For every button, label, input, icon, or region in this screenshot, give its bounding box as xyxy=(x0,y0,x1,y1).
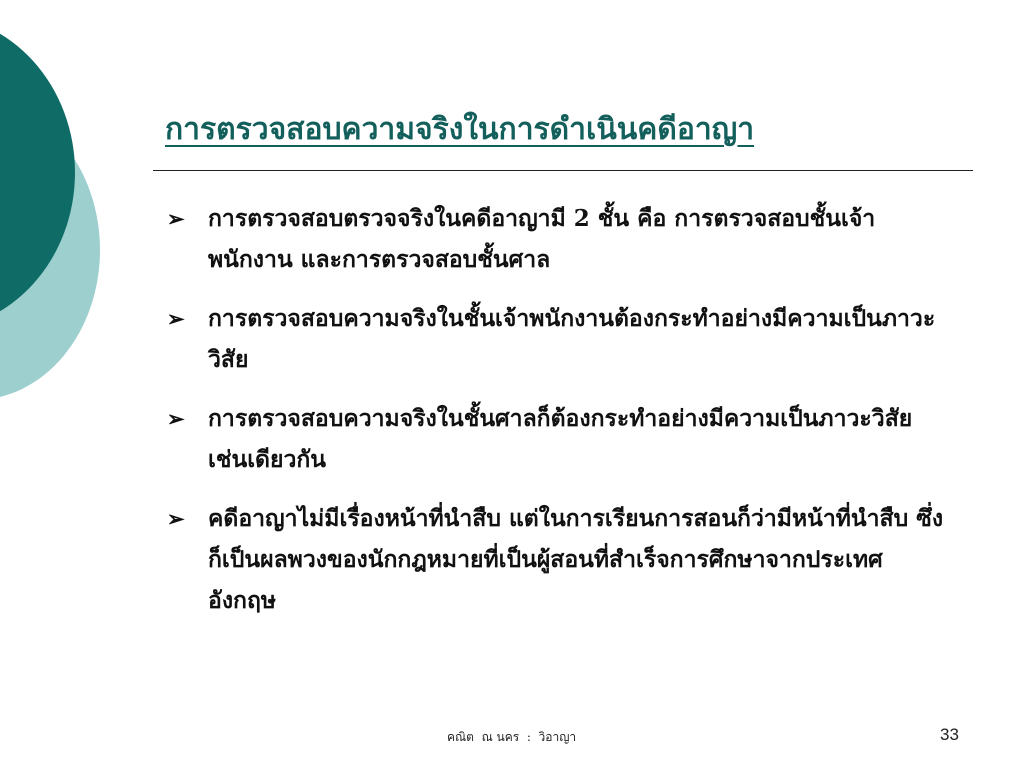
bullet-item xyxy=(165,398,945,480)
slide-footer: คณิต ณ นคร : วิอาญา xyxy=(447,730,577,744)
bullet-item xyxy=(165,298,945,380)
bullet-item xyxy=(165,498,945,621)
bullet-text: การตรวจสอบความจริงในชั้นเจ้าพนักงานต้องกระทำอย่างมีความเป็นภาวะวิสัย xyxy=(208,305,936,373)
page-number: 33 xyxy=(940,725,959,744)
arrow-bullet-icon: ➢ xyxy=(167,506,185,531)
bullet-list xyxy=(165,198,945,639)
bullet-text: การตรวจสอบตรวจจริงในคดีอาญามี 2 ชั้น คือ การตรวจสอบชั้นเจ้าพนักงาน และการตรวจสอบชั้นศาล xyxy=(208,205,876,273)
arrow-bullet-icon: ➢ xyxy=(167,406,185,431)
bullet-text: การตรวจสอบความจริงในชั้นศาลก็ต้องกระทำอย่างมีความเป็นภาวะวิสัยเช่นเดียวกัน xyxy=(208,405,913,473)
slide-title: การตรวจสอบความจริงในการดำเนินคดีอาญา xyxy=(165,112,755,147)
title-divider xyxy=(153,170,973,171)
bullet-item xyxy=(165,198,945,280)
arrow-bullet-icon: ➢ xyxy=(167,306,185,331)
bullet-text: คดีอาญาไม่มีเรื่องหน้าที่นำสืบ แต่ในการเรียนการสอนก็ว่ามีหน้าที่นำสืบ ซึ่งก็เป็นผลพวงของนักกฎหมายที่เป็นผู้สอนที่สำเร็จการศึกษาจากประเทศอังกฤษ xyxy=(208,505,944,614)
arrow-bullet-icon: ➢ xyxy=(167,206,185,231)
